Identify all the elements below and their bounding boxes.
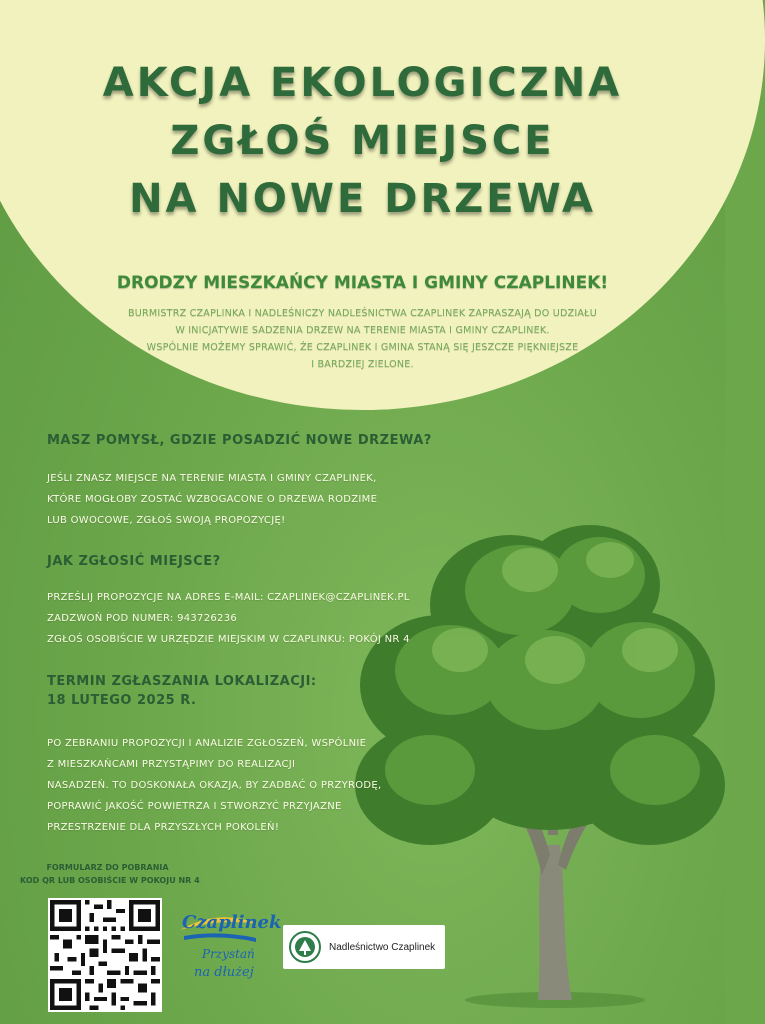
section-text-line: KTÓRE MOGŁOBY ZOSTAĆ WZBOGACONE O DRZEWA RODZIME [47,494,378,505]
section-heading-how: JAK ZGŁOSIĆ MIEJSCE? [47,554,221,569]
slogan-text: na dłużej [194,965,254,980]
intro-line: BURMISTRZ CZAPLINKA I NADLEŚNICZY NADLEŚNICTWA CZAPLINEK ZAPRASZAJĄ DO UDZIAŁU [128,308,597,319]
greeting: DRODZY MIESZKAŃCY MIASTA I GMINY CZAPLINEK! [116,273,609,293]
section-text-line: POPRAWIĆ JAKOŚĆ POWIETRZA I STWORZYĆ PRZYJAZNE [47,801,342,812]
section-heading-idea: MASZ POMYSŁ, GDZIE POSADZIĆ NOWE DRZEWA? [47,433,432,448]
form-note: FORMULARZ DO POBRANIA [46,863,169,872]
czaplinek-logo-text: Czaplinek [182,912,282,933]
qr-code-icon[interactable] [48,898,162,1012]
contact-phone: ZADZWOŃ POD NUMER: 943726236 [47,613,238,624]
section-text-line: Z MIESZKAŃCAMI PRZYSTĄPIMY DO REALIZACJI [47,759,296,770]
nadlesnictwo-name: Nadleśnictwo Czaplinek [329,941,436,953]
title-line-2: ZGŁOŚ MIEJSCE [170,118,555,164]
section-text-line: LUB OWOCOWE, ZGŁOŚ SWOJĄ PROPOZYCJĘ! [47,515,286,526]
intro-line: I BARDZIEJ ZIELONE. [311,359,414,370]
czaplinek-logo-icon [174,900,282,990]
nadlesnictwo-emblem-icon [289,931,321,963]
intro-line: W INICJATYWIE SADZENIA DRZEW NA TERENIE MIASTA I GMINY CZAPLINEK. [175,325,550,336]
deadline-date: 18 LUTEGO 2025 R. [47,693,197,708]
title-line-1: AKCJA EKOLOGICZNA [102,60,623,106]
section-text-line: PO ZEBRANIU PROPOZYCJI I ANALIZIE ZGŁOSZEŃ, WSPÓLNIE [47,738,367,749]
contact-email: PRZEŚLIJ PROPOZYCJE NA ADRES E-MAIL: CZAPLINEK@CZAPLINEK.PL [47,592,410,603]
title-line-3: NA NOWE DRZEWA [129,176,596,222]
contact-office: ZGŁOŚ OSOBIŚCIE W URZĘDZIE MIEJSKIM W CZAPLINKU: POKÓJ NR 4 [47,634,410,645]
section-text-line: PRZESTRZENIE DLA PRZYSZŁYCH POKOLEŃ! [47,822,280,833]
slogan-text: Przystań [202,947,255,961]
nadlesnictwo-logo [283,925,445,969]
section-text-line: JEŚLI ZNASZ MIEJSCE NA TERENIE MIASTA I GMINY CZAPLINEK, [47,473,377,484]
section-text-line: NASADZEŃ. TO DOSKONAŁA OKAZJA, BY ZADBAĆ O PRZYRODĘ, [47,780,382,791]
form-note: KOD QR LUB OSOBIŚCIE W POKOJU NR 4 [20,876,200,885]
deadline-heading: TERMIN ZGŁASZANIA LOKALIZACJI: [47,674,317,689]
intro-line: WSPÓLNIE MOŻEMY SPRAWIĆ, ŻE CZAPLINEK I GMINA STANĄ SIĘ JESZCZE PIĘKNIEJSZE [146,342,579,353]
